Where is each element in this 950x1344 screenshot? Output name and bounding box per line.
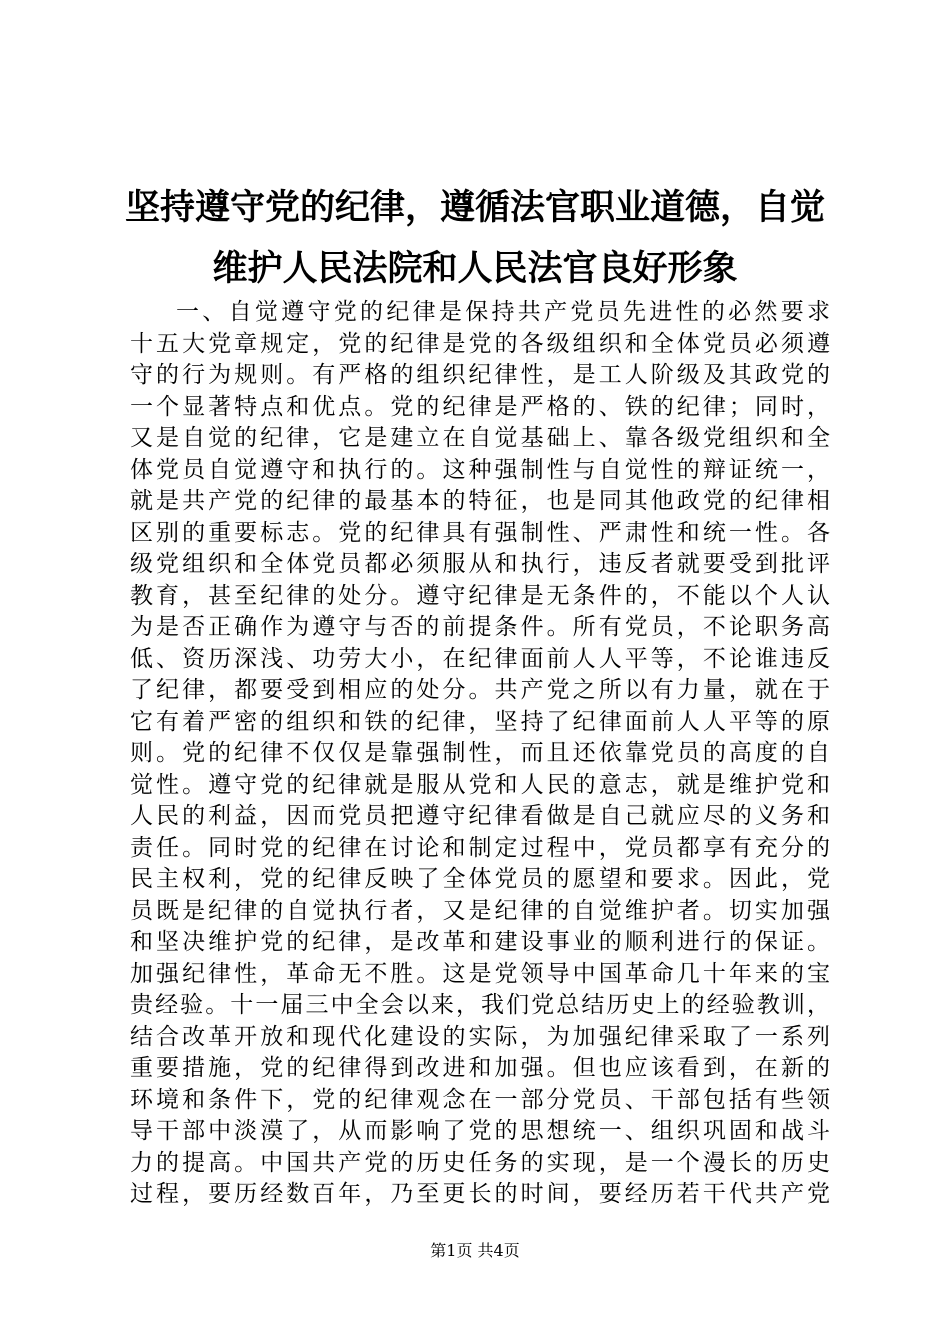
document-body (130, 297, 830, 1211)
body-line: 责任。同时党的纪律在讨论和制定过程中，党员都享有充分的 (130, 834, 830, 861)
document-title-line-2: 维护人民法院和人民法官良好形象 (212, 249, 738, 289)
body-line: 守的行为规则。有严格的组织纪律性，是工人阶级及其政党的 (130, 362, 830, 388)
body-line: 则。党的纪律不仅仅是靠强制性，而且还依靠党员的高度的自 (130, 740, 830, 766)
body-line: 觉性。遵守党的纪律就是服从党和人民的意志，就是维护党和 (130, 771, 830, 798)
body-line: 教育，甚至纪律的处分。遵守纪律是无条件的，不能以个人认 (130, 582, 830, 609)
body-line: 体党员自觉遵守和执行的。这种强制性与自觉性的辩证统一， (130, 456, 830, 483)
body-line: 一个显著特点和优点。党的纪律是严格的、铁的纪律；同时， (130, 393, 830, 420)
body-line: 一、自觉遵守党的纪律是保持共产党员先进性的必然要求 (176, 299, 830, 325)
body-line: 过程，要历经数百年，乃至更长的时间，要经历若干代共产党 (130, 1181, 830, 1207)
body-line: 民主权利，党的纪律反映了全体党员的愿望和要求。因此，党 (130, 866, 830, 892)
body-line: 了纪律，都要受到相应的处分。共产党之所以有力量，就在于 (130, 677, 830, 703)
body-line: 级党组织和全体党员都必须服从和执行，违反者就要受到批评 (130, 551, 830, 577)
body-line: 为是否正确作为遵守与否的前提条件。所有党员，不论职务高 (130, 614, 830, 640)
body-line: 人民的利益，因而党员把遵守纪律看做是自己就应尽的义务和 (130, 803, 830, 829)
body-line: 贵经验。十一届三中全会以来，我们党总结历史上的经验教训， (130, 992, 830, 1018)
body-line: 导干部中淡漠了，从而影响了党的思想统一、组织巩固和战斗 (130, 1118, 830, 1144)
body-line: 低、资历深浅、功劳大小，在纪律面前人人平等，不论谁违反 (130, 645, 830, 672)
body-line: 和坚决维护党的纪律，是改革和建设事业的顺利进行的保证。 (130, 929, 830, 955)
body-line: 员既是纪律的自觉执行者，又是纪律的自觉维护者。切实加强 (130, 897, 830, 924)
body-line: 就是共产党的纪律的最基本的特征，也是同其他政党的纪律相 (130, 488, 830, 514)
body-line: 区别的重要标志。党的纪律具有强制性、严肃性和统一性。各 (130, 519, 830, 546)
body-line: 加强纪律性，革命无不胜。这是党领导中国革命几十年来的宝 (130, 960, 830, 987)
body-line: 力的提高。中国共产党的历史任务的实现，是一个漫长的历史 (130, 1149, 830, 1176)
document-title-line-1: 坚持遵守党的纪律，遵循法官职业道德，自觉 (124, 188, 825, 228)
body-line: 结合改革开放和现代化建设的实际，为加强纪律采取了一系列 (130, 1023, 830, 1050)
body-line: 重要措施，党的纪律得到改进和加强。但也应该看到，在新的 (130, 1055, 830, 1081)
body-line: 环境和条件下，党的纪律观念在一部分党员、干部包括有些领 (130, 1086, 830, 1113)
body-line: 又是自觉的纪律，它是建立在自觉基础上、靠各级党组织和全 (130, 425, 830, 451)
page-footer: 第1页 共4页 (430, 1241, 520, 1260)
body-line: 十五大党章规定，党的纪律是党的各级组织和全体党员必须遵 (130, 330, 830, 357)
body-line: 它有着严密的组织和铁的纪律，坚持了纪律面前人人平等的原 (130, 708, 830, 735)
